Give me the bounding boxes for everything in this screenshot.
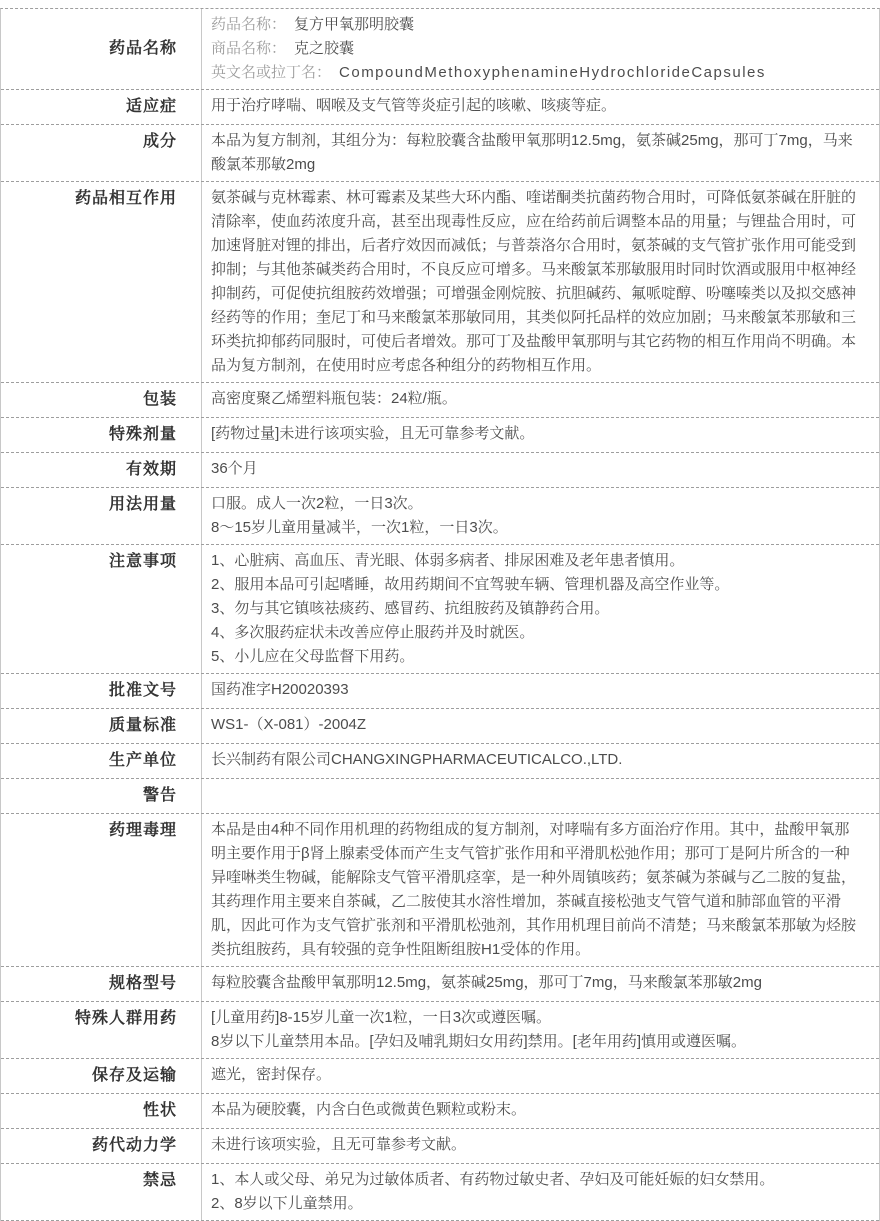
row-label: 生产单位	[108, 752, 177, 769]
row-label: 质量标准	[108, 717, 177, 734]
field-line	[211, 13, 861, 37]
content-line: 氨茶碱与克林霉素、林可霉素及某些大环内酯、喹诺酮类抗菌药物合用时，可降低氨茶碱在肝脏的清除率，使血药浓度升高，甚至出现毒性反应，应在给药前后调整本品的用量；与锂盐合用时，可加速肾脏对锂的排出，后者疗效因而减低；与普萘洛尔合用时，氨茶碱的支气管扩张作用可能受到抑制；与其他茶碱类药合用时，不良反应可增多。马来酸氯苯那敏服用时同时饮酒或服用中枢神经抑制药，可促使抗组胺药效增强；可增强金刚烷胺、抗胆碱药、氟哌啶醇、吩噻嗪类以及拟交感神经药等的作用；奎尼丁和马来酸氯苯那敏同用，其类似阿托品样的效应加剧；马来酸氯苯那敏和三环类抗抑郁药同服时，可使后者增效。那可丁及盐酸甲氧那明与其它药物的相互作用尚不明确。本品为复方制剂，在使用时应考虑各种组分的药物相互作用。	[211, 189, 857, 374]
table-row	[1, 125, 879, 182]
field-line	[211, 61, 861, 85]
row-content	[201, 1164, 879, 1220]
row-content	[201, 125, 879, 181]
content-line: 1、本人或父母、弟兄为过敏体质者、有药物过敏史者、孕妇及可能妊娠的妇女禁用。	[211, 1171, 775, 1188]
table-row	[1, 967, 879, 1002]
table-row	[1, 744, 879, 779]
row-content	[201, 744, 879, 778]
row-content	[201, 814, 879, 966]
row-label: 禁忌	[142, 1172, 177, 1189]
row-content	[201, 1094, 879, 1128]
row-label: 药代动力学	[91, 1137, 177, 1154]
table-row	[1, 1164, 879, 1221]
table-row	[1, 488, 879, 545]
field-key: 商品名称：	[211, 40, 287, 57]
content-line: 每粒胶囊含盐酸甲氧那明12.5mg，氨茶碱25mg，那可丁7mg，马来酸氯苯那敏2mg	[211, 974, 762, 991]
row-content	[201, 383, 879, 417]
row-label: 药品名称	[108, 40, 177, 57]
content-line: 国药准字H20020393	[211, 681, 349, 698]
row-content	[201, 1059, 879, 1093]
row-label: 成分	[142, 133, 177, 150]
row-content	[201, 967, 879, 1001]
content-line: 36个月	[211, 460, 258, 477]
table-row	[1, 1094, 879, 1129]
row-label: 保存及运输	[91, 1067, 177, 1084]
row-label: 批准文号	[108, 682, 177, 699]
field-key: 药品名称：	[211, 16, 287, 33]
content-line: 3、勿与其它镇咳祛痰药、感冒药、抗组胺药及镇静药合用。	[211, 600, 610, 617]
row-label: 警告	[142, 787, 177, 804]
row-label: 性状	[142, 1102, 177, 1119]
content-line: 未进行该项实验，且无可靠参考文献。	[211, 1136, 467, 1153]
row-label: 特殊人群用药	[74, 1010, 177, 1027]
row-content	[201, 709, 879, 743]
table-row	[1, 1129, 879, 1164]
table-row	[1, 1002, 879, 1059]
field-value: 克之胶囊	[294, 40, 355, 57]
row-label: 特殊剂量	[108, 426, 177, 443]
row-content	[201, 90, 879, 124]
drug-info-table	[0, 8, 880, 1221]
table-row	[1, 9, 879, 90]
content-line: 8岁以下儿童禁用本品。[孕妇及哺乳期妇女用药]禁用。[老年用药]慎用或遵医嘱。	[211, 1033, 747, 1050]
content-line: [药物过量]未进行该项实验，且无可靠参考文献。	[211, 425, 535, 442]
content-line: 4、多次服药症状未改善应停止服药并及时就医。	[211, 624, 535, 641]
content-line: 本品为硬胶囊，内含白色或微黄色颗粒或粉末。	[211, 1101, 527, 1118]
table-row	[1, 182, 879, 383]
row-label: 适应症	[125, 98, 177, 115]
table-row	[1, 383, 879, 418]
row-label: 规格型号	[108, 975, 177, 992]
row-label: 有效期	[125, 461, 177, 478]
field-line	[211, 37, 861, 61]
content-line: 2、8岁以下儿童禁用。	[211, 1195, 363, 1212]
row-content	[201, 9, 879, 89]
row-label: 药理毒理	[108, 822, 177, 839]
table-row	[1, 779, 879, 814]
content-line: [儿童用药]8-15岁儿童一次1粒，一日3次或遵医嘱。	[211, 1009, 552, 1026]
table-row	[1, 453, 879, 488]
row-label: 用法用量	[108, 496, 177, 513]
table-row	[1, 674, 879, 709]
content-line: 遮光，密封保存。	[211, 1066, 332, 1083]
table-row	[1, 709, 879, 744]
row-content	[201, 674, 879, 708]
row-content	[201, 418, 879, 452]
table-row	[1, 814, 879, 967]
row-content	[201, 1002, 879, 1058]
content-line: 8～15岁儿童用量减半，一次1粒，一日3次。	[211, 519, 508, 536]
row-content	[201, 488, 879, 544]
content-line: 1、心脏病、高血压、青光眼、体弱多病者、排尿困难及老年患者慎用。	[211, 552, 685, 569]
field-value: 复方甲氧那明胶囊	[294, 16, 415, 33]
content-line: 口服。成人一次2粒，一日3次。	[211, 495, 423, 512]
table-row	[1, 1059, 879, 1094]
content-line: 用于治疗哮喘、咽喉及支气管等炎症引起的咳嗽、咳痰等症。	[211, 97, 617, 114]
row-content	[201, 545, 879, 673]
content-line: 高密度聚乙烯塑料瓶包装：24粒/瓶。	[211, 390, 457, 407]
table-row	[1, 90, 879, 125]
row-content	[201, 779, 879, 813]
field-key: 英文名或拉丁名：	[211, 64, 332, 81]
row-label: 注意事项	[108, 553, 177, 570]
row-content	[201, 1129, 879, 1163]
content-line: 5、小儿应在父母监督下用药。	[211, 648, 415, 665]
content-line: 本品是由4种不同作用机理的药物组成的复方制剂，对哮喘有多方面治疗作用。其中，盐酸甲氧那明主要作用于β肾上腺素受体而产生支气管扩张作用和平滑肌松弛作用；那可丁是阿片所含的一种异喹啉类生物碱，能解除支气管平滑肌痉挛，是一种外周镇咳药；氨茶碱为茶碱与乙二胺的复盐，其药理作用主要来自茶碱，乙二胺使其水溶性增加，茶碱直接松弛支气管气道和肺部血管的平滑肌，因此可作为支气管扩张剂和平滑肌松弛剂，其作用机理目前尚不清楚；马来酸氯苯那敏为烃胺类抗组胺药，具有较强的竞争性阻断组胺H1受体的作用。	[211, 821, 857, 958]
content-line: 2、服用本品可引起嗜睡，故用药期间不宜驾驶车辆、管理机器及高空作业等。	[211, 576, 730, 593]
row-content	[201, 453, 879, 487]
content-line: 长兴制药有限公司CHANGXINGPHARMACEUTICALCO.,LTD.	[211, 751, 623, 768]
row-label: 包装	[142, 391, 177, 408]
table-row	[1, 545, 879, 674]
content-line: WS1-（X-081）-2004Z	[211, 716, 367, 733]
content-line: 本品为复方制剂，其组分为：每粒胶囊含盐酸甲氧那明12.5mg，氨茶碱25mg，那可丁7mg，马来酸氯苯那敏2mg	[211, 132, 853, 173]
table-row	[1, 418, 879, 453]
row-label: 药品相互作用	[74, 190, 177, 207]
field-value: CompoundMethoxyphenamineHydrochlorideCapsules	[339, 64, 766, 81]
row-content	[201, 182, 879, 382]
